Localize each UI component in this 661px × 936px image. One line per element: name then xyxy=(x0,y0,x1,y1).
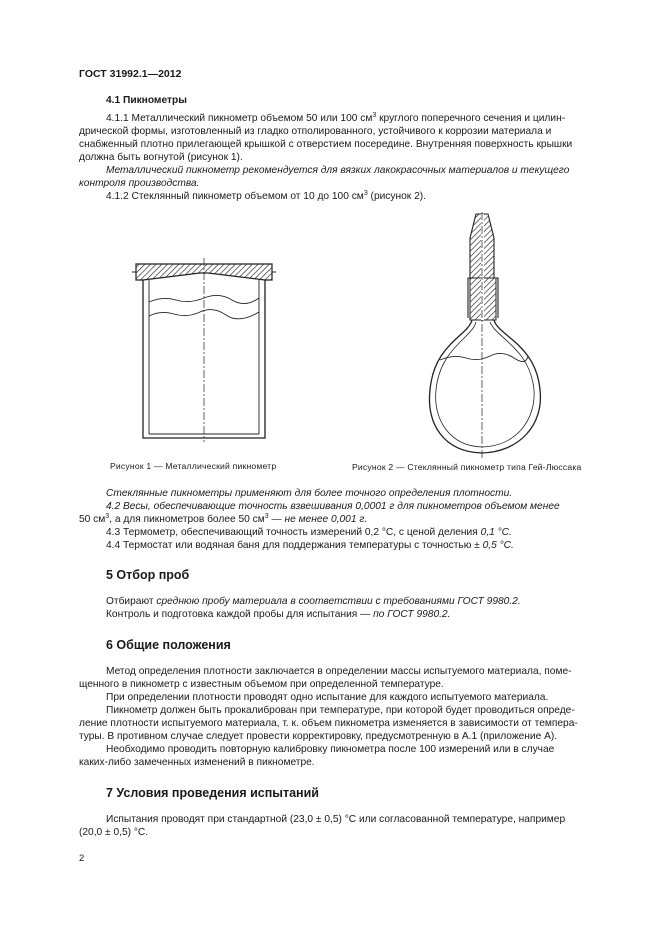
section-6-line-8: каких-либо замеченных изменений в пикнометре. xyxy=(79,757,315,768)
figure-1-metal-pycnometer xyxy=(128,258,280,444)
section-6-line-2: щенного в пикнометр с известным объемом при определенной температуре. xyxy=(79,679,444,690)
section-4-1-title: 4.1 Пикнометры xyxy=(106,95,187,106)
section-7-line-2: (20,0 ± 0,5) °С. xyxy=(79,827,149,838)
figure-2-caption: Рисунок 2 — Стеклянный пикнометр типа Гей-Люссака xyxy=(352,462,582,472)
paragraph-4-3: 4.3 Термометр, обеспечивающий точность измерений 0,2 °С, с ценой деления 0,1 °С. xyxy=(106,527,512,538)
paragraph-4-2-line-2: 50 $см^3$, а для пикнометров более 50 $см^3$ — не менее 0,001 г. xyxy=(79,513,368,525)
paragraph-4-1-2: 4.1.2 Стеклянный пикнометр объемом от 10 до 100 $см^3$ (рисунок 2). xyxy=(106,190,426,202)
paragraph-4-1-1-line-2: дрической формы, изготовленный из гладко отполированного, устойчивого к коррозии материала и xyxy=(79,126,552,137)
document-id: ГОСТ 31992.1—2012 xyxy=(79,68,182,80)
section-5-title: 5 Отбор проб xyxy=(106,568,190,582)
paragraph-4-1-1-line-1: 4.1.1 Металлический пикнометр объемом 50 или 100 $см^3$ круглого поперечного сечения и цилин- xyxy=(106,112,566,124)
section-6-line-5: ление плотности испытуемого материала, т. к. объем пикнометра изменяется в зависимости от темпера- xyxy=(79,718,578,729)
section-5-line-2: Контроль и подготовка каждой пробы для испытания — по ГОСТ 9980.2. xyxy=(106,609,451,620)
paragraph-4-1-1-line-3: снабженный плотно прилегающей крышкой с отверстием посередине. Внутренняя поверхность крышки xyxy=(79,139,573,150)
section-6-line-1: Метод определения плотности заключается в определении массы испытуемого материала, поме- xyxy=(106,666,572,677)
section-5-line-1: Отбирают среднюю пробу материала в соответствии с требованиями ГОСТ 9980.2. xyxy=(106,596,521,607)
section-6-line-3: При определении плотности проводят одно испытание для каждого испытуемого материала. xyxy=(106,692,549,703)
section-7-line-1: Испытания проводят при стандартной (23,0 ± 0,5) °С или согласованной температуре, например xyxy=(106,814,566,825)
section-6-line-6: туры. В противном случае следует провести корректировку, предусмотренную в А.1 (приложение А). xyxy=(79,731,558,742)
section-6-line-7: Необходимо проводить повторную калибровку пикнометра после 100 измерений или в случае xyxy=(106,744,555,755)
section-6-line-4: Пикнометр должен быть прокалиброван при температуре, при которой будет проводиться опреде- xyxy=(106,705,575,716)
note-metal-line-1: Металлический пикнометр рекомендуется для вязких лакокрасочных материалов и текущего xyxy=(106,165,570,176)
figure-2-glass-pycnometer xyxy=(424,212,568,460)
figure-1-caption: Рисунок 1 — Металлический пикнометр xyxy=(110,461,277,471)
section-6-title: 6 Общие положения xyxy=(106,638,231,652)
paragraph-4-1-1-line-4: должна быть вогнутой (рисунок 1). xyxy=(79,152,243,163)
note-metal-line-2: контроля производства. xyxy=(79,178,200,189)
note-glass: Стеклянные пикнометры применяют для более точного определения плотности. xyxy=(106,488,513,499)
section-7-title: 7 Условия проведения испытаний xyxy=(106,786,319,800)
paragraph-4-4: 4.4 Термостат или водяная баня для поддержания температуры с точностью ± 0,5 °С. xyxy=(106,540,514,551)
paragraph-4-2-line-1: 4.2 Весы, обеспечивающие точность взвешивания 0,0001 г для пикнометров объемом менее xyxy=(106,501,560,512)
page-number: 2 xyxy=(79,853,85,864)
